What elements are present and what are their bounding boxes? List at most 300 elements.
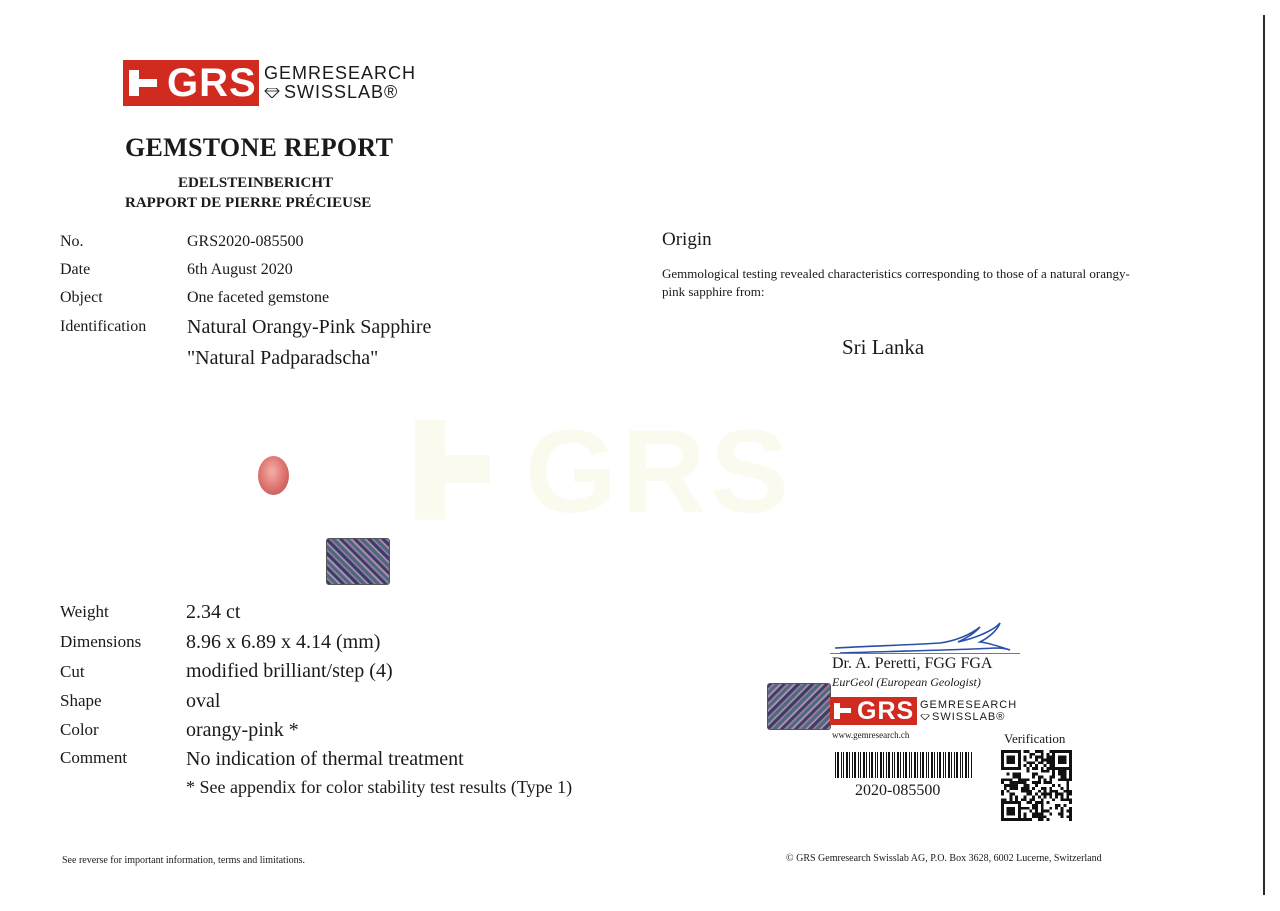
barcode-bar: [909, 752, 910, 778]
qr-module: [1052, 753, 1055, 756]
qr-module: [1001, 750, 1004, 753]
barcode-bar: [965, 752, 967, 778]
barcode-bar: [937, 752, 938, 778]
qr-module: [1035, 759, 1038, 762]
qr-module: [1046, 818, 1049, 821]
qr-module: [1012, 759, 1015, 762]
qr-module: [1058, 767, 1061, 770]
qr-module: [1027, 801, 1030, 804]
color-value: orangy-pink *: [186, 719, 299, 741]
identification-label: Identification: [60, 318, 147, 335]
qr-module: [1044, 790, 1047, 793]
qr-module: [1027, 778, 1030, 781]
report-subtitle-de: EDELSTEINBERICHT: [178, 175, 334, 191]
barcode-bar: [837, 752, 839, 778]
color-footnote: * See appendix for color stability test results (Type 1): [186, 777, 573, 797]
qr-module: [1010, 778, 1013, 781]
qr-module: [1066, 815, 1069, 818]
qr-module: [1066, 778, 1069, 781]
qr-module: [1041, 759, 1044, 762]
qr-module: [1012, 801, 1015, 804]
barcode-bar: [939, 752, 941, 778]
verification-label: Verification: [1004, 731, 1066, 746]
qr-module: [1063, 790, 1066, 793]
qr-module: [1035, 804, 1038, 807]
barcode-number: 2020-085500: [855, 782, 941, 799]
qr-module: [1041, 798, 1044, 801]
qr-module: [1044, 810, 1047, 813]
qr-module: [1021, 807, 1024, 810]
qr-module: [1015, 787, 1018, 790]
qr-module: [1041, 770, 1044, 773]
identification-line1: Natural Orangy-Pink Sapphire: [187, 316, 432, 338]
barcode-bar: [888, 752, 890, 778]
qr-module: [1038, 781, 1041, 784]
qr-module: [1046, 793, 1049, 796]
object-label: Object: [60, 289, 103, 306]
qr-module: [1066, 810, 1069, 813]
qr-module: [1058, 784, 1061, 787]
qr-module: [1049, 759, 1052, 762]
qr-module: [1024, 787, 1027, 790]
qr-module: [1010, 759, 1013, 762]
qr-module: [1069, 818, 1072, 821]
qr-module: [1058, 778, 1061, 781]
qr-code-icon[interactable]: [1001, 750, 1072, 821]
qr-module: [1010, 812, 1013, 815]
qr-module: [1012, 784, 1015, 787]
qr-module: [1032, 773, 1035, 776]
qr-module: [1018, 815, 1021, 818]
qr-module: [1018, 750, 1021, 753]
qr-module: [1063, 761, 1066, 764]
qr-module: [1007, 807, 1010, 810]
qr-module: [1018, 778, 1021, 781]
qr-module: [1046, 770, 1049, 773]
qr-module: [1004, 798, 1007, 801]
qr-module: [1032, 804, 1035, 807]
barcode-bar: [894, 752, 895, 778]
qr-module: [1069, 773, 1072, 776]
barcode-bar: [956, 752, 958, 778]
qr-module: [1049, 767, 1052, 770]
barcode-bar: [962, 752, 963, 778]
qr-module: [1018, 818, 1021, 821]
qr-module: [1021, 781, 1024, 784]
qr-module: [1035, 801, 1038, 804]
qr-module: [1061, 750, 1064, 753]
qr-module: [1069, 812, 1072, 815]
qr-module: [1024, 764, 1027, 767]
qr-module: [1032, 753, 1035, 756]
qr-module: [1055, 750, 1058, 753]
qr-module: [1052, 761, 1055, 764]
qr-module: [1046, 781, 1049, 784]
barcode-bar: [849, 752, 850, 778]
barcode-bar: [903, 752, 904, 778]
qr-module: [1058, 761, 1061, 764]
logo-letters-small: GRS: [857, 697, 915, 725]
qr-module: [1046, 756, 1049, 759]
qr-module: [1012, 776, 1015, 779]
qr-module: [1010, 781, 1013, 784]
qr-module: [1012, 756, 1015, 759]
qr-module: [1007, 756, 1010, 759]
qr-module: [1010, 818, 1013, 821]
qr-module: [1061, 793, 1064, 796]
qr-module: [1010, 756, 1013, 759]
barcode-bar: [911, 752, 912, 778]
qr-module: [1061, 778, 1064, 781]
qr-module: [1063, 767, 1066, 770]
qr-module: [1010, 801, 1013, 804]
qr-module: [1055, 807, 1058, 810]
qr-module: [1018, 773, 1021, 776]
qr-module: [1032, 807, 1035, 810]
qr-module: [1041, 776, 1044, 779]
qr-module: [1041, 756, 1044, 759]
qr-module: [1052, 790, 1055, 793]
qr-module: [1001, 793, 1004, 796]
qr-module: [1061, 761, 1064, 764]
qr-module: [1049, 776, 1052, 779]
qr-module: [1024, 818, 1027, 821]
qr-module: [1012, 773, 1015, 776]
qr-module: [1044, 793, 1047, 796]
qr-module: [1038, 795, 1041, 798]
qr-module: [1044, 770, 1047, 773]
barcode-bar: [854, 752, 856, 778]
grs-logo-box-small: [830, 697, 917, 725]
qr-module: [1061, 807, 1064, 810]
qr-module: [1021, 798, 1024, 801]
qr-module: [1012, 787, 1015, 790]
dimensions-label: Dimensions: [60, 632, 142, 651]
qr-module: [1010, 798, 1013, 801]
qr-module: [1029, 798, 1032, 801]
qr-module: [1032, 795, 1035, 798]
no-value: GRS2020-085500: [187, 233, 304, 250]
gemstone-photo: [258, 456, 289, 495]
qr-module: [1001, 807, 1004, 810]
qr-module: [1058, 812, 1061, 815]
qr-module: [1001, 810, 1004, 813]
qr-module: [1035, 764, 1038, 767]
qr-module: [1001, 804, 1004, 807]
diamond-icon: [920, 714, 930, 720]
qr-module: [1044, 781, 1047, 784]
shape-label: Shape: [60, 691, 102, 710]
qr-module: [1069, 761, 1072, 764]
qr-module: [1007, 790, 1010, 793]
qr-module: [1061, 756, 1064, 759]
qr-module: [1058, 793, 1061, 796]
qr-module: [1069, 756, 1072, 759]
barcode-bar: [875, 752, 876, 778]
qr-module: [1029, 790, 1032, 793]
no-label: No.: [60, 233, 84, 250]
qr-module: [1049, 778, 1052, 781]
qr-module: [1035, 750, 1038, 753]
qr-module: [1024, 815, 1027, 818]
signatory-name: Dr. A. Peretti, FGG FGA: [832, 655, 993, 672]
qr-module: [1032, 781, 1035, 784]
barcode-bar: [860, 752, 861, 778]
barcode-bar: [905, 752, 907, 778]
qr-module: [1069, 778, 1072, 781]
grs-logo-small: [830, 697, 1017, 725]
qr-module: [1049, 795, 1052, 798]
cut-value: modified brilliant/step (4): [186, 660, 393, 682]
signatory-title: EurGeol (European Geologist): [832, 675, 981, 689]
qr-module: [1015, 773, 1018, 776]
barcode-bar: [943, 752, 944, 778]
grs-logo-box: [123, 60, 259, 106]
qr-module: [1012, 767, 1015, 770]
qr-module: [1024, 807, 1027, 810]
qr-module: [1046, 761, 1049, 764]
qr-module: [1001, 761, 1004, 764]
qr-module: [1012, 807, 1015, 810]
qr-module: [1024, 790, 1027, 793]
origin-place: Sri Lanka: [842, 335, 925, 359]
qr-module: [1035, 756, 1038, 759]
barcode-bar: [886, 752, 887, 778]
qr-module: [1035, 807, 1038, 810]
qr-module: [1012, 761, 1015, 764]
qr-module: [1018, 761, 1021, 764]
qr-module: [1024, 795, 1027, 798]
identification-line2: "Natural Padparadscha": [187, 347, 379, 369]
signature-line: [830, 653, 1020, 654]
barcode-bar: [843, 752, 844, 778]
page-edge: [1263, 15, 1265, 895]
qr-module: [1007, 784, 1010, 787]
qr-module: [1032, 815, 1035, 818]
qr-module: [1035, 810, 1038, 813]
barcode-bar: [900, 752, 901, 778]
qr-module: [1001, 778, 1004, 781]
qr-module: [1007, 818, 1010, 821]
comment-value: No indication of thermal treatment: [186, 748, 464, 770]
qr-module: [1024, 750, 1027, 753]
website-link[interactable]: www.gemresearch.ch: [832, 730, 910, 740]
qr-module: [1010, 807, 1013, 810]
qr-module: [1046, 759, 1049, 762]
qr-module: [1004, 818, 1007, 821]
qr-module: [1041, 767, 1044, 770]
qr-module: [1058, 750, 1061, 753]
logo-wordmark-small: [920, 699, 1017, 723]
qr-module: [1066, 767, 1069, 770]
grs-watermark: [415, 406, 793, 538]
date-label: Date: [60, 261, 91, 278]
comment-label: Comment: [60, 748, 128, 767]
qr-module: [1015, 750, 1018, 753]
qr-module: [1061, 787, 1064, 790]
qr-module: [1063, 804, 1066, 807]
qr-module: [1029, 793, 1032, 796]
qr-module: [1038, 761, 1041, 764]
qr-module: [1032, 798, 1035, 801]
qr-module: [1063, 770, 1066, 773]
qr-module: [1018, 756, 1021, 759]
grs-mark-icon: [129, 70, 159, 96]
qr-module: [1044, 778, 1047, 781]
qr-module: [1063, 778, 1066, 781]
qr-module: [1035, 784, 1038, 787]
logo-word1: GEMRESEARCH: [264, 63, 417, 83]
qr-module: [1058, 756, 1061, 759]
qr-module: [1001, 759, 1004, 762]
barcode-bar: [954, 752, 955, 778]
qr-module: [1001, 753, 1004, 756]
qr-module: [1069, 764, 1072, 767]
qr-module: [1007, 761, 1010, 764]
cut-label: Cut: [60, 662, 85, 681]
qr-module: [1015, 781, 1018, 784]
qr-module: [1029, 810, 1032, 813]
qr-module: [1007, 773, 1010, 776]
qr-module: [1012, 781, 1015, 784]
grs-logo: [123, 60, 416, 106]
qr-module: [1038, 776, 1041, 779]
qr-module: [1029, 764, 1032, 767]
qr-module: [1015, 776, 1018, 779]
qr-module: [1052, 776, 1055, 779]
barcode-bar: [934, 752, 935, 778]
qr-module: [1024, 759, 1027, 762]
qr-module: [1004, 778, 1007, 781]
watermark-text: GRS: [525, 406, 793, 538]
logo-word2: SWISSLAB®: [284, 82, 399, 102]
qr-module: [1035, 793, 1038, 796]
qr-module: [1015, 818, 1018, 821]
qr-module: [1069, 790, 1072, 793]
qr-module: [1044, 795, 1047, 798]
qr-module: [1001, 781, 1004, 784]
qr-module: [1069, 770, 1072, 773]
qr-module: [1004, 750, 1007, 753]
qr-module: [1052, 784, 1055, 787]
barcode-bar: [863, 752, 865, 778]
qr-module: [1035, 815, 1038, 818]
qr-module: [1038, 750, 1041, 753]
qr-module: [1052, 773, 1055, 776]
qr-module: [1061, 773, 1064, 776]
qr-module: [1046, 767, 1049, 770]
barcode-icon: [835, 752, 975, 778]
qr-module: [1029, 818, 1032, 821]
qr-module: [1066, 781, 1069, 784]
qr-module: [1001, 767, 1004, 770]
qr-module: [1063, 759, 1066, 762]
report-subtitle-fr: RAPPORT DE PIERRE PRÉCIEUSE: [125, 195, 372, 211]
qr-module: [1049, 812, 1052, 815]
qr-module: [1069, 801, 1072, 804]
qr-module: [1018, 781, 1021, 784]
qr-module: [1032, 787, 1035, 790]
qr-module: [1044, 787, 1047, 790]
qr-module: [1041, 804, 1044, 807]
footer-copyright: © GRS Gemresearch Swisslab AG, P.O. Box 3628, 6002 Lucerne, Switzerland: [786, 853, 1102, 864]
qr-module: [1018, 759, 1021, 762]
grs-mark-icon: [834, 703, 852, 719]
barcode-bar: [917, 752, 918, 778]
weight-label: Weight: [60, 602, 109, 621]
qr-module: [1015, 767, 1018, 770]
qr-module: [1049, 807, 1052, 810]
qr-module: [1041, 750, 1044, 753]
qr-module: [1049, 750, 1052, 753]
barcode-bar: [968, 752, 969, 778]
qr-module: [1063, 773, 1066, 776]
qr-module: [1041, 753, 1044, 756]
qr-module: [1021, 778, 1024, 781]
qr-module: [1007, 801, 1010, 804]
qr-module: [1035, 812, 1038, 815]
qr-module: [1049, 787, 1052, 790]
qr-module: [1044, 759, 1047, 762]
barcode-bar: [877, 752, 878, 778]
qr-module: [1061, 798, 1064, 801]
qr-module: [1038, 790, 1041, 793]
barcode-bar: [945, 752, 946, 778]
qr-module: [1004, 801, 1007, 804]
barcode-bar: [858, 752, 859, 778]
qr-module: [1041, 818, 1044, 821]
shape-value: oval: [186, 690, 221, 712]
qr-module: [1044, 815, 1047, 818]
qr-module: [1052, 770, 1055, 773]
qr-module: [1061, 776, 1064, 779]
qr-module: [1018, 764, 1021, 767]
barcode-bar: [926, 752, 927, 778]
qr-module: [1066, 793, 1069, 796]
qr-module: [1069, 798, 1072, 801]
barcode-bar: [869, 752, 870, 778]
barcode-bar: [880, 752, 882, 778]
qr-module: [1015, 801, 1018, 804]
barcode-bar: [922, 752, 924, 778]
qr-module: [1012, 810, 1015, 813]
barcode-bar: [866, 752, 867, 778]
qr-module: [1012, 818, 1015, 821]
qr-module: [1004, 767, 1007, 770]
qr-module: [1024, 798, 1027, 801]
weight-value: 2.34 ct: [186, 601, 241, 623]
qr-module: [1029, 756, 1032, 759]
qr-module: [1018, 804, 1021, 807]
qr-module: [1049, 790, 1052, 793]
qr-module: [1012, 793, 1015, 796]
qr-module: [1069, 759, 1072, 762]
qr-module: [1041, 815, 1044, 818]
qr-module: [1027, 787, 1030, 790]
qr-module: [1069, 807, 1072, 810]
qr-module: [1001, 812, 1004, 815]
footer-disclaimer: See reverse for important information, terms and limitations.: [62, 855, 305, 866]
barcode-bar: [948, 752, 950, 778]
qr-module: [1001, 815, 1004, 818]
logo-word2-small: SWISSLAB®: [932, 711, 1006, 723]
qr-module: [1049, 761, 1052, 764]
logo-wordmark: [264, 64, 416, 102]
qr-module: [1004, 787, 1007, 790]
qr-module: [1063, 776, 1066, 779]
qr-module: [1027, 807, 1030, 810]
barcode-bar: [871, 752, 873, 778]
